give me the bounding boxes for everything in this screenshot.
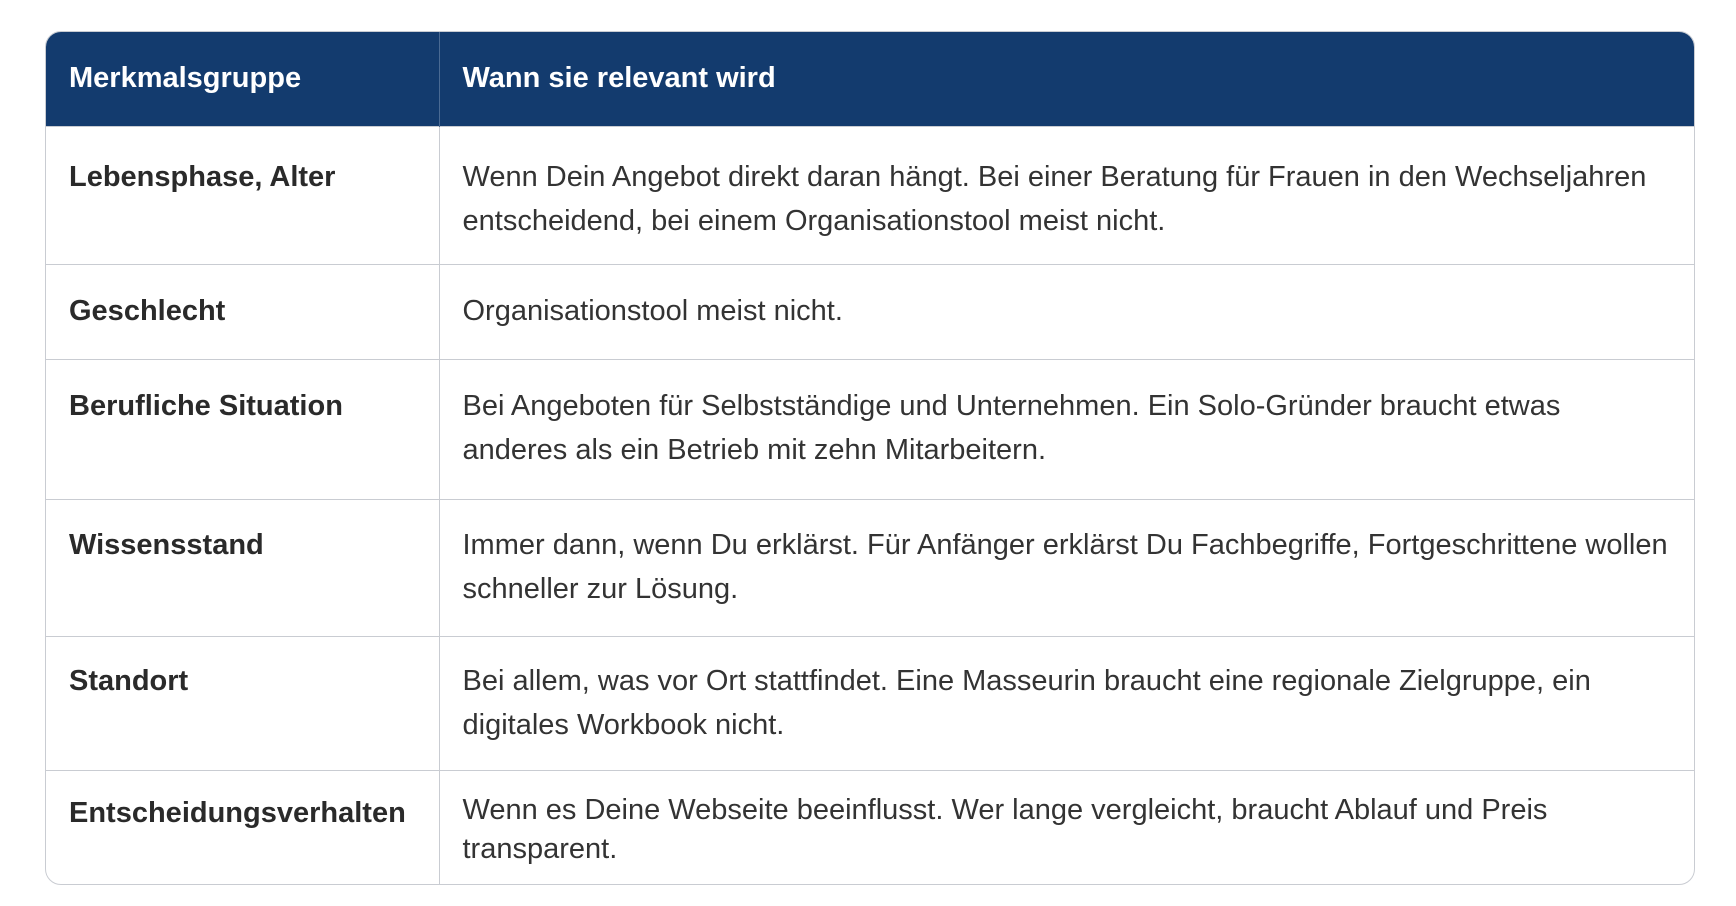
row-description-cell: Wenn es Deine Webseite beeinflusst. Wer lange vergleicht, braucht Ablauf und Preis transparent. (439, 770, 1694, 884)
row-group-cell: Entscheidungsverhalten (46, 770, 439, 884)
row-group-cell: Lebensphase, Alter (46, 126, 439, 264)
row-group-cell: Geschlecht (46, 264, 439, 359)
criteria-table (45, 31, 1695, 885)
row-description-cell: Bei Angeboten für Selbstständige und Unternehmen. Ein Solo-Gründer braucht etwas anderes als ein Betrieb mit zehn Mitarbeitern. (439, 359, 1694, 499)
table-row (46, 359, 1694, 499)
table-row (46, 636, 1694, 770)
column-header-relevance: Wann sie relevant wird (439, 32, 1694, 126)
table-row (46, 264, 1694, 359)
table-row (46, 126, 1694, 264)
row-description-cell: Bei allem, was vor Ort stattfindet. Eine Masseurin braucht eine regionale Zielgruppe, ein digitales Workbook nicht. (439, 636, 1694, 770)
row-description-cell: Immer dann, wenn Du erklärst. Für Anfänger erklärst Du Fachbegriffe, Fortgeschrittene wollen schneller zur Lösung. (439, 499, 1694, 636)
criteria-table-grid (46, 32, 1694, 884)
table-header-row (46, 32, 1694, 126)
table-row (46, 770, 1694, 884)
row-group-cell: Standort (46, 636, 439, 770)
row-description-cell: Wenn Dein Angebot direkt daran hängt. Bei einer Beratung für Frauen in den Wechseljahren entscheidend, bei einem Organisationstool meist nicht. (439, 126, 1694, 264)
column-header-group: Merkmalsgruppe (46, 32, 439, 126)
row-group-cell: Berufliche Situation (46, 359, 439, 499)
row-group-cell: Wissensstand (46, 499, 439, 636)
table-row (46, 499, 1694, 636)
row-description-cell: Organisationstool meist nicht. (439, 264, 1694, 359)
